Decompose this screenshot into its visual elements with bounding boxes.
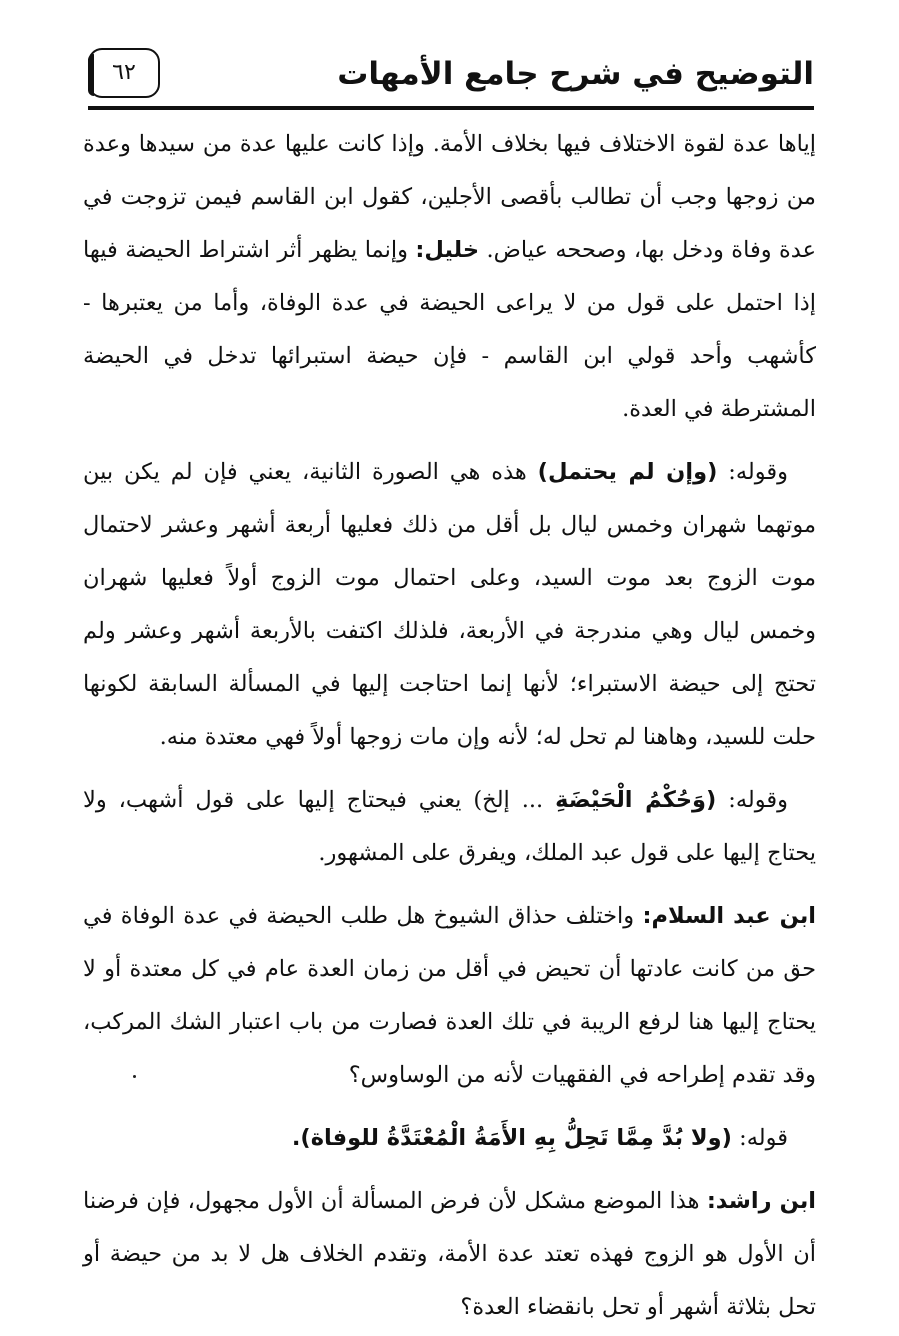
paragraph-1 [83, 118, 816, 436]
paragraph-3-mid: ... إلخ) [473, 787, 544, 813]
page-number: ٦٢ [112, 60, 136, 85]
paragraph-gap [83, 1165, 816, 1175]
page-body [83, 118, 816, 1334]
paragraph-gap [83, 764, 816, 774]
paragraph-1-term: خليل: [415, 237, 480, 263]
paragraph-3-term: (وَحُكْمُ الْحَيْضَةِ [555, 787, 717, 813]
paragraph-1-text: إياها عدة لقوة الاختلاف فيها بخلاف الأمة. وإذا كانت عليها عدة من سيدها وعدة من زوجها وجب أن تطالب بأقصى الأجلين، كقول ابن القاسم فيمن تزوجت في عدة وفاة ودخل بها، وصححه عياض. [83, 131, 817, 263]
paragraph-4-term: ابن عبد السلام: [642, 903, 817, 929]
header-rule [88, 106, 814, 110]
paragraph-4 [83, 890, 816, 1102]
paragraph-5-term: (ولا بُدَّ مِمَّا تَحِلُّ بِهِ الأَمَةُ الْمُعْتَدَّةُ للوفاة). [291, 1125, 732, 1151]
book-title: التوضيح في شرح جامع الأمهات [337, 56, 814, 92]
paragraph-gap [83, 436, 816, 446]
paragraph-6-term: ابن راشد: [706, 1188, 817, 1214]
paragraph-2-lead: وقوله: [728, 459, 789, 485]
paragraph-5-lead: قوله: [739, 1125, 788, 1151]
paragraph-3 [83, 774, 816, 880]
paragraph-6-rest: هذا الموضع مشكل لأن فرض المسألة أن الأول مجهول، فإن فرضنا أن الأول هو الزوج فهذه تعتد عدة الأمة، وتقدم الخلاف هل لا بد من حيضة أو تحل بثلاثة أشهر أو تحل بانقضاء العدة؟ [83, 1188, 816, 1320]
paragraph-2-rest: هذه هي الصورة الثانية، يعني فإن لم يكن بين موتهما شهران وخمس ليال بل أقل من ذلك فعليها أربعة أشهر وعشر لاحتمال موت الزوج بعد موت السيد، وعلى احتمال موت الزوج أولاً فعليها شهران وخمس ليال وهي مندرجة في الأربعة، فلذلك اكتفت بالأربعة أشهر وعشر ولم تحتج إلى حيضة الاستبراء؛ لأنها إنما احتاجت إليها في المسألة السابقة لكونها حلت للسيد، وهاهنا لم تحل له؛ لأنه وإن مات زوجها أولاً فهي معتدة منه. [83, 459, 816, 750]
paragraph-2 [83, 446, 816, 764]
paragraph-2-term: (وإن لم يحتمل) [537, 459, 718, 485]
paragraph-3-rest: يعني فيحتاج إليها على قول أشهب، ولا يحتاج إليها على قول عبد الملك، ويفرق على المشهور. [83, 787, 816, 866]
paragraph-3-lead: وقوله: [728, 787, 789, 813]
ink-speck [133, 1075, 136, 1078]
paragraph-4-rest: واختلف حذاق الشيوخ هل طلب الحيضة في عدة الوفاة في حق من كانت عادتها أن تحيض في أقل من زمان العدة عام في كل معتدة أو لا يحتاج إليها هنا لرفع الريبة في تلك العدة فصارت من باب اعتبار الشك المركب، وقد تقدم إطراحه في الفقهيات لأنه من الوساوس؟ [83, 903, 816, 1088]
page-number-frame [88, 48, 160, 98]
paragraph-5 [83, 1112, 816, 1165]
paragraph-gap [83, 880, 816, 890]
paragraph-1-rest: وإنما يظهر أثر اشتراط الحيضة فيها إذا احتمل على قول من لا يراعى الحيضة في عدة الوفاة، وأما من يعتبرها - كأشهب وأحد قولي ابن القاسم - فإن حيضة استبرائها تدخل في الحيضة المشترطة في العدة. [83, 237, 816, 422]
paragraph-6 [83, 1175, 816, 1334]
page-header [88, 48, 814, 112]
paragraph-gap [83, 1102, 816, 1112]
